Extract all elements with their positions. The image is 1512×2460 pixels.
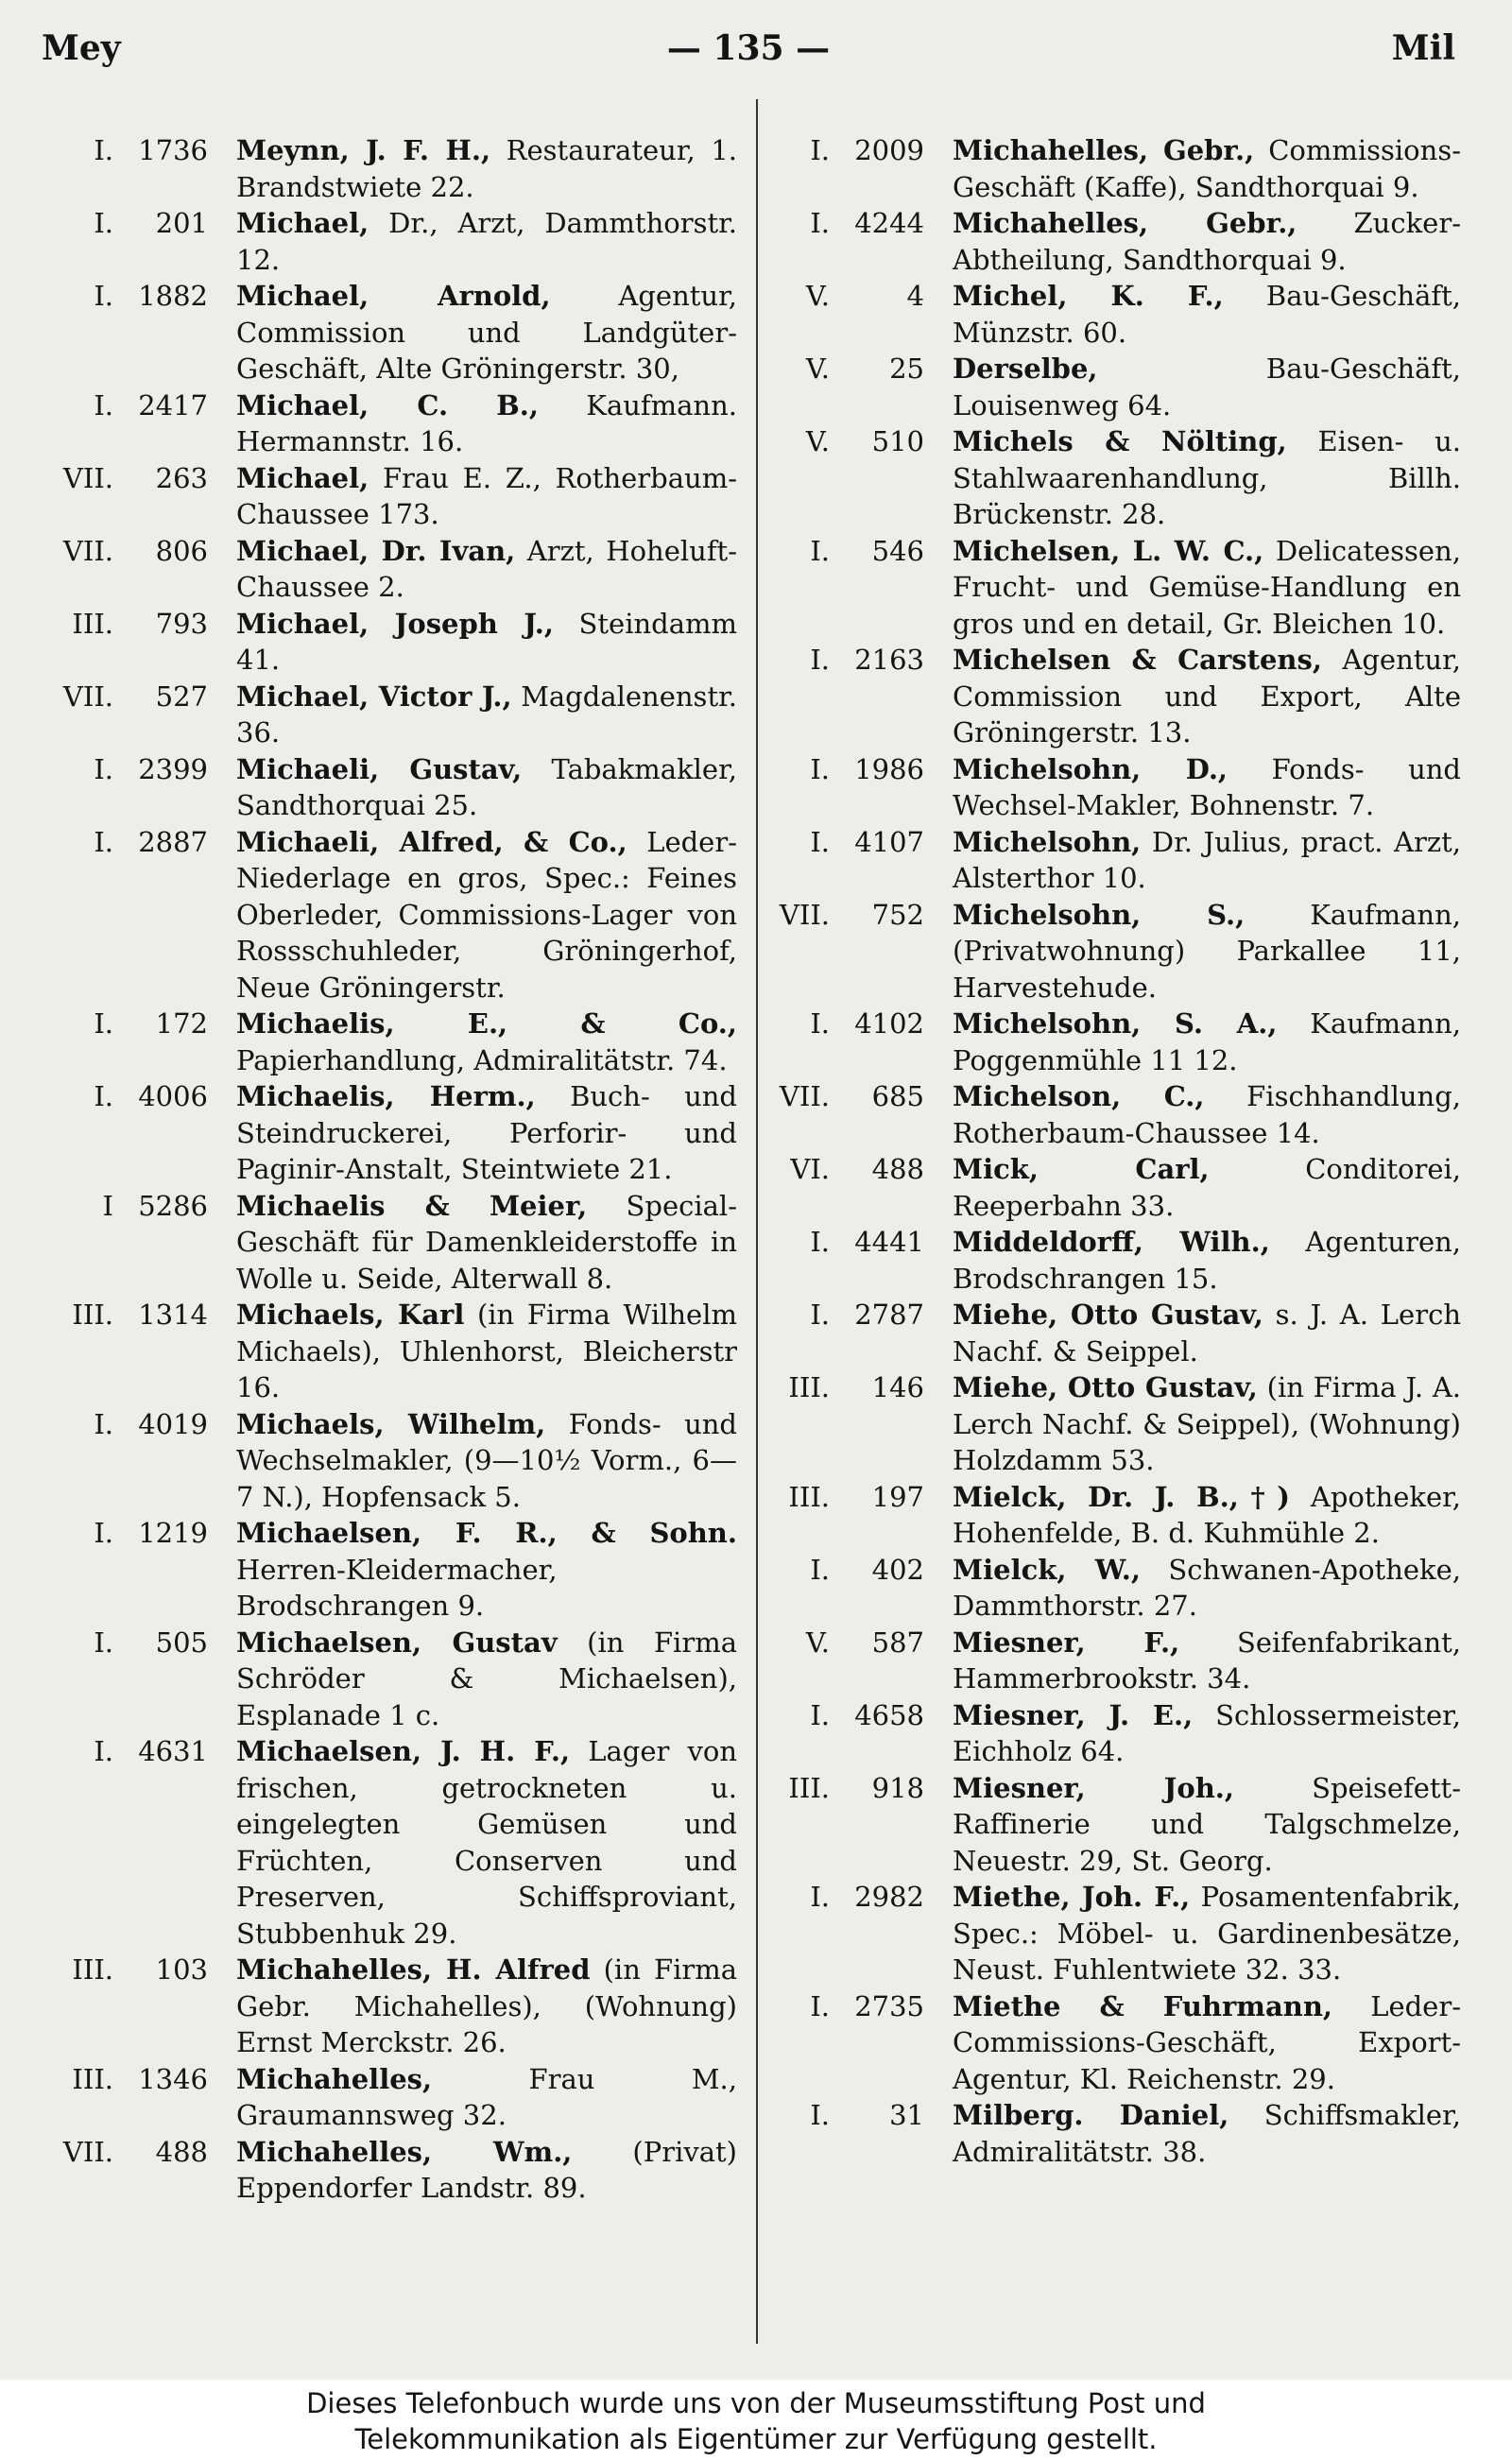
directory-entry <box>764 1151 1461 1224</box>
district-number: I. <box>94 1080 113 1112</box>
entry-description: Kaufmann, (Privatwohnung) Parkallee 11, Harvestehude. <box>953 898 1461 1004</box>
right-column <box>764 132 1461 2170</box>
entry-text <box>953 1479 1461 1552</box>
entry-description: Steindamm 41. <box>236 607 738 676</box>
directory-entry <box>47 751 737 824</box>
district-number: I. <box>94 388 113 421</box>
entry-text <box>236 278 737 387</box>
entry-text <box>236 533 737 606</box>
directory-entry <box>764 423 1461 533</box>
entry-name: Michael, Joseph J., <box>236 607 554 640</box>
entry-description: Seifenfabrikant, Hammerbrookstr. 34. <box>953 1626 1462 1694</box>
entry-description: (in Firma Schröder & Michaelsen), Esplanade 1 c. <box>236 1626 737 1731</box>
district-number: I. <box>810 207 830 239</box>
entry-text <box>953 642 1461 751</box>
phone-number: 527 <box>155 680 208 713</box>
phone-number: 263 <box>155 461 208 494</box>
entry-name: Michaeli, Alfred, & Co., <box>236 825 627 858</box>
entry-description: Kaufmann, Poggenmühle 11 12. <box>953 1007 1462 1076</box>
entry-text <box>236 1188 737 1298</box>
entry-text <box>236 679 737 751</box>
entry-text <box>953 278 1461 351</box>
phone-number: 488 <box>871 1153 924 1185</box>
entry-description: Arzt, Hoheluft-Chaussee 2. <box>236 534 738 603</box>
directory-entry <box>47 1297 737 1406</box>
district-number: I. <box>810 825 830 858</box>
entry-text <box>953 1224 1461 1297</box>
phone-number: 1346 <box>138 2062 208 2095</box>
entry-description: Special-Geschäft für Damenkleiderstoffe in Wolle u. Seide, Alterwall 8. <box>236 1189 737 1295</box>
entry-name: Michelsen, L. W. C., <box>953 534 1264 567</box>
entry-description: Agentur, Commission und Landgüter-Geschäft, Alte Gröningerstr. 30, <box>236 280 737 385</box>
district-number: I. <box>810 644 830 676</box>
phone-number: 4441 <box>854 1226 924 1258</box>
district-number: III. <box>72 1299 113 1331</box>
entry-text <box>236 751 737 824</box>
entry-name: Michahelles, Gebr., <box>953 207 1297 239</box>
entry-text <box>953 1297 1461 1369</box>
district-number: VII. <box>62 534 113 567</box>
entry-description: Speisefett-Raffinerie und Talgschmelze, Neuestr. 29, St. Georg. <box>953 1771 1461 1877</box>
entry-description: Bau-Geschäft, Münzstr. 60. <box>953 280 1462 349</box>
district-number: I. <box>94 1007 113 1040</box>
directory-entry <box>764 132 1461 205</box>
entry-description: Restaurateur, 1. Brandstwiete 22. <box>236 134 737 203</box>
entry-text <box>953 1625 1461 1697</box>
entry-text <box>236 1078 737 1188</box>
district-number: VII. <box>62 461 113 494</box>
entry-text <box>236 2134 737 2207</box>
entry-name: Michelsohn, S. A., <box>953 1007 1278 1040</box>
entry-name: Michael, C. B., <box>236 388 539 421</box>
phone-number: 146 <box>871 1371 924 1403</box>
footer-line-1: Dieses Telefonbuch wurde uns von der Museumsstiftung Post und <box>306 2387 1206 2419</box>
entry-description: Eisen- u. Stahlwaarenhandlung, Billh. Brückenstr. 28. <box>953 425 1461 530</box>
directory-entry <box>764 205 1461 278</box>
header-left-keyword: Mey <box>42 28 121 68</box>
phone-number: 1882 <box>138 280 208 312</box>
entry-description: (in Firma J. A. Lerch Nachf. & Seippel), (Wohnung) Holzdamm 53. <box>953 1371 1462 1476</box>
phone-number: 4631 <box>138 1735 208 1767</box>
entry-description: Apotheker, Hohenfelde, B. d. Kuhmühle 2. <box>953 1480 1461 1549</box>
phone-number: 172 <box>155 1007 208 1040</box>
entry-text <box>953 423 1461 533</box>
directory-entry <box>47 2134 737 2207</box>
footer-line-2: Telekommunikation als Eigentümer zur Verfügung gestellt. <box>354 2423 1158 2455</box>
district-number: I. <box>810 1226 830 1258</box>
entry-name: Miesner, J. E., <box>953 1698 1194 1731</box>
entry-name: Michahelles, <box>236 2062 433 2095</box>
page-number: — 135 — <box>666 28 831 68</box>
entry-name: Derselbe, <box>953 353 1098 385</box>
district-number: III. <box>788 1771 830 1804</box>
entry-description: Conditorei, Reeperbahn 33. <box>953 1153 1461 1222</box>
phone-number: 25 <box>889 353 924 385</box>
district-number: V. <box>805 280 830 312</box>
district-number: I. <box>810 752 830 785</box>
directory-entry <box>764 751 1461 824</box>
entry-description: Fonds- und Wechselmakler, (9—10½ Vorm., 6—7 N.), Hopfensack 5. <box>236 1407 737 1513</box>
entry-description: (Privat) Eppendorfer Landstr. 89. <box>236 2135 737 2204</box>
phone-number: 2417 <box>138 388 208 421</box>
entry-name: Michaelsen, Gustav <box>236 1626 558 1659</box>
district-number: I. <box>94 1517 113 1549</box>
phone-number: 4102 <box>854 1007 924 1040</box>
district-number: III. <box>72 607 113 640</box>
column-divider <box>756 99 758 2344</box>
phone-number: 752 <box>871 898 924 931</box>
phone-number: 2887 <box>138 825 208 858</box>
entry-name: Michel, K. F., <box>953 280 1224 312</box>
district-number: VII. <box>62 680 113 713</box>
entry-text <box>236 460 737 533</box>
entry-name: Michael, Dr. Ivan, <box>236 534 516 567</box>
entry-name: Mielck, Dr. J. B.,†) <box>953 1480 1291 1513</box>
entry-name: Michaels, Wilhelm, <box>236 1407 546 1440</box>
entry-text <box>236 1952 737 2061</box>
entry-text <box>236 205 737 278</box>
district-number: III. <box>72 2062 113 2095</box>
phone-number: 2787 <box>854 1299 924 1331</box>
directory-entry <box>764 1625 1461 1697</box>
directory-entry <box>764 1988 1461 2098</box>
directory-entry <box>764 897 1461 1006</box>
directory-entry <box>47 205 737 278</box>
phone-number: 4244 <box>854 207 924 239</box>
directory-entry <box>47 1515 737 1625</box>
phone-number: 806 <box>155 534 208 567</box>
entry-name: Mielck, W., <box>953 1553 1141 1586</box>
entry-description: (in Firma Wilhelm Michaels), Uhlenhorst, Bleicherstr 16. <box>236 1299 737 1403</box>
district-number: VII. <box>62 2135 113 2168</box>
district-number: I. <box>810 1989 830 2022</box>
district-number: VI. <box>790 1153 830 1185</box>
directory-entry <box>764 1770 1461 1880</box>
entry-text <box>953 1369 1461 1479</box>
entry-name: Miethe & Fuhrmann, <box>953 1989 1333 2022</box>
phone-number: 488 <box>155 2135 208 2168</box>
entry-name: Michaelis, Herm., <box>236 1080 536 1112</box>
entry-name: Michahelles, Wm., <box>236 2135 573 2168</box>
left-column <box>47 132 737 2207</box>
entry-description: Dr. Julius, pract. Arzt, Alsterthor 10. <box>953 825 1462 894</box>
district-number: I. <box>94 134 113 166</box>
directory-entry <box>764 1006 1461 1078</box>
phone-number: 793 <box>155 607 208 640</box>
phone-number: 510 <box>871 425 924 457</box>
phone-number: 1314 <box>138 1299 208 1331</box>
entry-description: Dr., Arzt, Dammthorstr. 12. <box>236 207 738 276</box>
entry-name: Michaelis, E., & Co., <box>236 1007 737 1040</box>
entry-text <box>236 132 737 205</box>
entry-description: Agenturen, Brodschrangen 15. <box>953 1226 1462 1295</box>
entry-description: Buch- und Steindruckerei, Perforir- und Paginir-Anstalt, Steintwiete 21. <box>236 1080 737 1185</box>
directory-entry <box>47 606 737 679</box>
district-number: V. <box>805 1626 830 1659</box>
directory-entry <box>47 387 737 460</box>
entry-name: Michael, Victor J., <box>236 680 512 713</box>
entry-description: Delicatessen, Frucht- und Gemüse-Handlung en gros und en detail, Gr. Bleichen 10. <box>953 534 1461 640</box>
phone-number: 4019 <box>138 1407 208 1440</box>
phone-number: 1986 <box>854 752 924 785</box>
entry-text <box>953 1879 1461 1988</box>
entry-description: Fonds- und Wechsel-Makler, Bohnenstr. 7. <box>953 752 1461 821</box>
phone-number: 2009 <box>854 134 924 166</box>
district-number: III. <box>788 1371 830 1403</box>
directory-entry <box>764 1297 1461 1369</box>
entry-description: Schlossermeister, Eichholz 64. <box>953 1698 1462 1767</box>
entry-name: Michaeli, Gustav, <box>236 752 523 785</box>
entry-name: Michael, <box>236 461 369 494</box>
district-number: I. <box>94 825 113 858</box>
directory-entry <box>47 1078 737 1188</box>
directory-entry <box>764 1879 1461 1988</box>
entry-text <box>236 1625 737 1734</box>
district-number: I. <box>810 1698 830 1731</box>
entry-description: Frau M., Graumannsweg 32. <box>236 2062 737 2131</box>
directory-entry <box>764 642 1461 751</box>
district-number: III. <box>788 1480 830 1513</box>
footer-notice <box>0 2380 1512 2460</box>
entry-text <box>236 387 737 460</box>
entry-description: Leder-Commissions-Geschäft, Export-Agentur, Kl. Reichenstr. 29. <box>953 1989 1461 2095</box>
entry-description: Agentur, Commission und Export, Alte Gröningerstr. 13. <box>953 644 1461 748</box>
directory-entry <box>47 278 737 387</box>
district-number: I. <box>810 2099 830 2131</box>
phone-number: 2735 <box>854 1989 924 2022</box>
phone-number: 546 <box>871 534 924 567</box>
phone-number: 31 <box>889 2099 924 2131</box>
entry-description: Lager von frischen, getrockneten u. eingelegten Gemüsen und Früchten, Conserven und Preserven, Schiffsproviant, Stubbenhuk 29. <box>236 1735 737 1950</box>
entry-name: Michelsohn, <box>953 825 1142 858</box>
entry-text <box>236 2061 737 2134</box>
entry-text <box>953 1988 1461 2098</box>
directory-entry <box>764 351 1461 423</box>
phone-number: 2982 <box>854 1881 924 1913</box>
entry-text <box>953 132 1461 205</box>
entry-description: Commissions-Geschäft (Kaffe), Sandthorquai 9. <box>953 134 1461 203</box>
entry-name: Michaels, Karl <box>236 1299 465 1331</box>
entry-name: Mick, Carl, <box>953 1153 1210 1185</box>
entry-name: Miesner, Joh., <box>953 1771 1234 1804</box>
phone-number: 505 <box>155 1626 208 1659</box>
entry-name: Miehe, Otto Gustav, <box>953 1371 1258 1403</box>
phone-number: 2163 <box>854 644 924 676</box>
directory-entry <box>764 1479 1461 1552</box>
entry-name: Michelsohn, S., <box>953 898 1246 931</box>
phone-number: 5286 <box>138 1189 208 1222</box>
entry-text <box>953 824 1461 897</box>
entry-text <box>953 751 1461 824</box>
entry-description: Tabakmakler, Sandthorquai 25. <box>236 752 737 821</box>
district-number: VII. <box>779 1080 830 1112</box>
entry-name: Michelson, C., <box>953 1080 1205 1112</box>
directory-entry <box>47 2061 737 2134</box>
entry-text <box>236 1733 737 1952</box>
entry-name: Meynn, J. F. H., <box>236 134 491 166</box>
phone-number: 4107 <box>854 825 924 858</box>
directory-entry <box>764 1552 1461 1625</box>
entry-name: Michahelles, Gebr., <box>953 134 1255 166</box>
header-right-keyword: Mil <box>1391 28 1455 68</box>
district-number: V. <box>805 353 830 385</box>
district-number: I. <box>810 1007 830 1040</box>
page-header <box>42 28 1455 85</box>
entry-text <box>953 1697 1461 1770</box>
entry-name: Miehe, Otto Gustav, <box>953 1299 1263 1331</box>
entry-name: Milberg. Daniel, <box>953 2099 1229 2131</box>
phone-number: 402 <box>871 1553 924 1586</box>
entry-text <box>236 824 737 1006</box>
district-number: III. <box>72 1953 113 1986</box>
entry-text <box>236 1515 737 1625</box>
entry-description: s. J. A. Lerch Nachf. & Seippel. <box>953 1299 1461 1368</box>
directory-entry <box>764 533 1461 643</box>
entry-text <box>953 1151 1461 1224</box>
entry-text <box>953 897 1461 1006</box>
entry-name: Michahelles, H. Alfred <box>236 1953 591 1986</box>
entry-name: Michaelsen, J. H. F., <box>236 1735 571 1767</box>
directory-entry <box>764 1224 1461 1297</box>
directory-entry <box>47 132 737 205</box>
phone-number: 4006 <box>138 1080 208 1112</box>
entry-name: Michelsohn, D., <box>953 752 1228 785</box>
directory-entry <box>47 1733 737 1952</box>
directory-entry <box>47 1188 737 1298</box>
directory-entry <box>764 1697 1461 1770</box>
district-number: I. <box>810 1553 830 1586</box>
entry-name: Michels & Nölting, <box>953 425 1287 457</box>
district-number: I. <box>94 1735 113 1767</box>
entry-text <box>236 1406 737 1516</box>
entry-description: (in Firma Gebr. Michahelles), (Wohnung) Ernst Merckstr. 26. <box>236 1953 738 2058</box>
district-number: I. <box>810 1299 830 1331</box>
directory-entry <box>47 533 737 606</box>
district-number: VII. <box>779 898 830 931</box>
entry-description: Bau-Geschäft, Louisenweg 64. <box>953 353 1461 421</box>
district-number: I. <box>94 207 113 239</box>
entry-description: Zucker-Abtheilung, Sandthorquai 9. <box>953 207 1461 276</box>
district-number: I <box>102 1189 113 1222</box>
district-number: I. <box>94 1407 113 1440</box>
entry-name: Miesner, F., <box>953 1626 1180 1659</box>
entry-text <box>953 1006 1461 1078</box>
entry-name: Michaelsen, F. R., & Sohn. <box>236 1517 737 1549</box>
entry-text <box>953 1078 1461 1151</box>
entry-text <box>236 606 737 679</box>
district-number: V. <box>805 425 830 457</box>
entry-description: Magdalenenstr. 36. <box>236 680 737 748</box>
phone-number: 685 <box>871 1080 924 1112</box>
entry-description: Schiffsmakler, Admiralitätstr. 38. <box>953 2099 1461 2168</box>
entry-description: Frau E. Z., Rotherbaum-Chaussee 173. <box>236 461 737 530</box>
directory-entry <box>47 1006 737 1078</box>
phone-number: 197 <box>871 1480 924 1513</box>
phone-number: 918 <box>871 1771 924 1804</box>
entry-text <box>953 351 1461 423</box>
entry-description: Schwanen-Apotheke, Dammthorstr. 27. <box>953 1553 1461 1622</box>
phone-number: 4658 <box>854 1698 924 1731</box>
phone-number: 1219 <box>138 1517 208 1549</box>
entry-text <box>953 1770 1461 1880</box>
entry-description: Leder-Niederlage en gros, Spec.: Feines Oberleder, Commissions-Lager von Rossschuhleder, Gröningerhof, Neue Gröningerstr. <box>236 825 737 1004</box>
entry-description: Kaufmann. Hermannstr. 16. <box>236 388 738 457</box>
directory-entry <box>47 1406 737 1516</box>
directory-entry <box>47 1952 737 2061</box>
entry-description: Fischhandlung, Rotherbaum-Chaussee 14. <box>953 1080 1461 1149</box>
phone-number: 2399 <box>138 752 208 785</box>
phone-number: 103 <box>155 1953 208 1986</box>
district-number: I. <box>94 752 113 785</box>
entry-text <box>953 533 1461 643</box>
entry-name: Michael, Arnold, <box>236 280 551 312</box>
directory-entry <box>764 278 1461 351</box>
directory-entry <box>764 824 1461 897</box>
phone-number: 587 <box>871 1626 924 1659</box>
entry-text <box>953 205 1461 278</box>
district-number: I. <box>810 1881 830 1913</box>
directory-entry <box>47 824 737 1006</box>
entry-text <box>236 1297 737 1406</box>
directory-entry <box>764 2097 1461 2170</box>
entry-description: Herren-Kleidermacher, Brodschrangen 9. <box>236 1553 558 1622</box>
entry-name: Middeldorff, Wilh., <box>953 1226 1270 1258</box>
phone-number: 1736 <box>138 134 208 166</box>
entry-name: Michelsen & Carstens, <box>953 644 1322 676</box>
phone-number: 4 <box>906 280 924 312</box>
directory-entry <box>47 460 737 533</box>
entry-name: Michaelis & Meier, <box>236 1189 588 1222</box>
directory-entry <box>764 1369 1461 1479</box>
directory-entry <box>764 1078 1461 1151</box>
phone-number: 201 <box>155 207 208 239</box>
entry-description: Posamentenfabrik, Spec.: Möbel- u. Gardinenbesätze, Neust. Fuhlentwiete 32. 33. <box>953 1881 1461 1986</box>
district-number: I. <box>94 1626 113 1659</box>
district-number: I. <box>810 134 830 166</box>
entry-text <box>236 1006 737 1078</box>
entry-text <box>953 2097 1461 2170</box>
entry-name: Michael, <box>236 207 369 239</box>
entry-name: Miethe, Joh. F., <box>953 1881 1191 1913</box>
directory-entry <box>47 679 737 751</box>
district-number: I. <box>94 280 113 312</box>
entry-description: Papierhandlung, Admiralitätstr. 74. <box>236 1043 728 1076</box>
directory-entry <box>47 1625 737 1734</box>
entry-text <box>953 1552 1461 1625</box>
district-number: I. <box>810 534 830 567</box>
